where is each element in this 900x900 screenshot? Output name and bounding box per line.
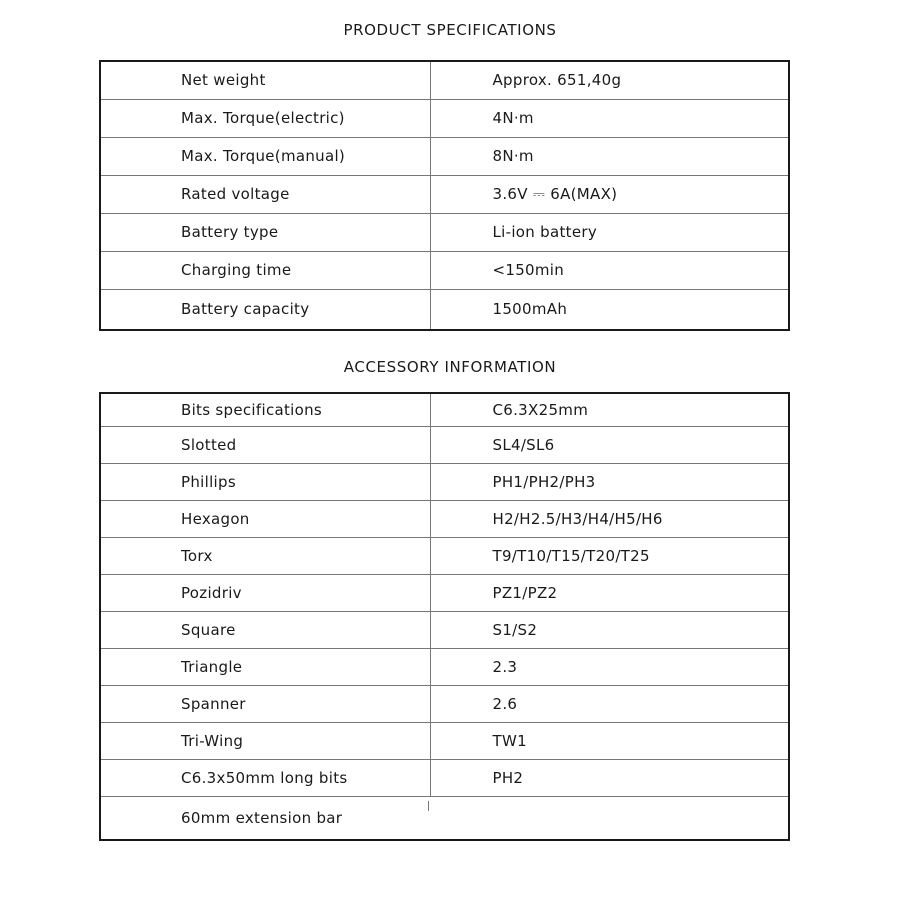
border-gap (377, 843, 472, 847)
accessory-value: C6.3X25mm (430, 393, 789, 426)
accessory-label: Spanner (100, 685, 430, 722)
table-row (100, 61, 789, 99)
accessory-label: Phillips (100, 463, 430, 500)
spec-label: Net weight (100, 61, 430, 99)
accessory-value: 2.6 (430, 685, 789, 722)
accessory-value (430, 796, 789, 840)
spec-label: Charging time (100, 251, 430, 289)
table-row (100, 99, 789, 137)
accessory-value: SL4/SL6 (430, 426, 789, 463)
accessory-label: Triangle (100, 648, 430, 685)
table-row (100, 393, 789, 426)
spec-label: Battery capacity (100, 289, 430, 330)
spec-value: 4N·m (430, 99, 789, 137)
table-row (100, 796, 789, 840)
table-row (100, 685, 789, 722)
product-specifications-table (99, 60, 790, 331)
spec-value: 1500mAh (492, 300, 568, 319)
accessory-value: PZ1/PZ2 (430, 574, 789, 611)
accessory-information-title: ACCESSORY INFORMATION (343, 358, 557, 376)
accessory-value: S1/S2 (430, 611, 789, 648)
table-row (100, 611, 789, 648)
table-row (100, 537, 789, 574)
accessory-label: C6.3x50mm long bits (100, 759, 430, 796)
table-row (100, 722, 789, 759)
accessory-label: Square (100, 611, 430, 648)
accessory-label: Hexagon (100, 500, 430, 537)
accessory-value: PH2 (430, 759, 789, 796)
table-row (100, 251, 789, 289)
spec-value: Li-ion battery (430, 213, 789, 251)
table-row (100, 175, 789, 213)
accessory-value: T9/T10/T15/T20/T25 (430, 537, 789, 574)
spec-value: 3.6V ⎓ 6A(MAX) (430, 175, 789, 213)
table-row (100, 463, 789, 500)
table-row (100, 759, 789, 796)
accessory-label: Slotted (100, 426, 430, 463)
product-specifications-title: PRODUCT SPECIFICATIONS (343, 21, 557, 39)
accessory-value: PH1/PH2/PH3 (430, 463, 789, 500)
accessory-label: Bits specifications (100, 393, 430, 426)
accessory-value: TW1 (430, 722, 789, 759)
spec-value: <150min (430, 251, 789, 289)
accessory-information-table (99, 392, 790, 841)
spec-value: Approx. 651,40g (430, 61, 789, 99)
table-row (100, 648, 789, 685)
spec-label: Max. Torque(manual) (100, 137, 430, 175)
table-row (100, 213, 789, 251)
table-row (100, 426, 789, 463)
spec-label: Max. Torque(electric) (100, 99, 430, 137)
spec-label: Battery type (100, 213, 430, 251)
accessory-label: 60mm extension bar (181, 808, 343, 827)
spec-label: Rated voltage (100, 175, 430, 213)
column-divider-stub (428, 801, 429, 811)
accessory-value: H2/H2.5/H3/H4/H5/H6 (430, 500, 789, 537)
accessory-label: Pozidriv (100, 574, 430, 611)
spec-value: 8N·m (430, 137, 789, 175)
accessory-label: Torx (100, 537, 430, 574)
table-row (100, 574, 789, 611)
table-row (100, 500, 789, 537)
table-row (100, 137, 789, 175)
table-row (100, 289, 789, 330)
accessory-label: Tri-Wing (100, 722, 430, 759)
accessory-value: 2.3 (430, 648, 789, 685)
